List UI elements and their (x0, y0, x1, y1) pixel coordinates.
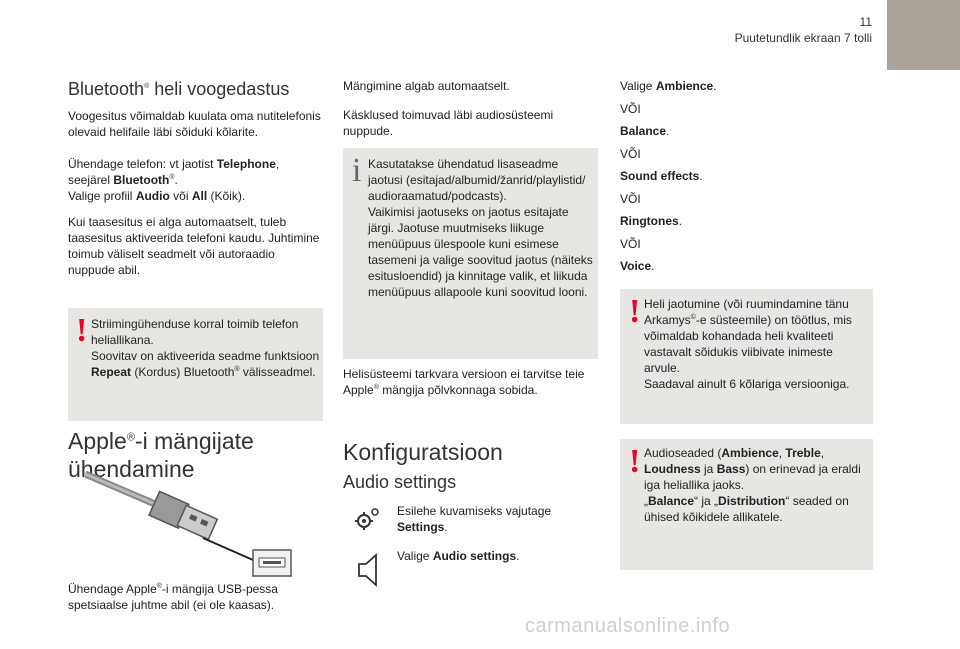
section-title-bluetooth: Bluetooth® heli voogedastus (68, 79, 290, 99)
subsection-title-audio: Audio settings (343, 472, 457, 492)
warning-box (620, 439, 873, 570)
paragraph: Voogesitus võimaldab kuulata oma nutitelefonis olevaid helifaile läbi sõiduki kõlarite. (68, 109, 321, 139)
step-audio-settings: Valige Audio settings. (397, 549, 520, 563)
or-text: VÕI (620, 237, 641, 251)
or-text: VÕI (620, 192, 641, 206)
section-title-config: Konfiguratsioon (343, 439, 503, 465)
paragraph: Kui taasesitus ei alga automaatselt, tuleb taasesitus aktiveerida telefoni kaudu. Juhtimine toimub väliselt seadmelt või autoraadio nuppude abil. (68, 215, 320, 277)
step-settings: Esilehe kuvamiseks vajutage Settings. (397, 504, 552, 534)
watermark: carmanualsonline.info (525, 615, 731, 637)
or-text: VÕI (620, 147, 641, 161)
section-title-apple: Apple®-i mängijate ühendamine (68, 428, 254, 482)
speaker-icon (357, 553, 381, 587)
option-voice: Voice. (620, 259, 655, 273)
info-icon: i (352, 152, 362, 189)
warning-box (68, 308, 323, 421)
paragraph: Ühendage telefon: vt jaotist Telephone, seejärel Bluetooth®. Valige profiil Audio või All (Kõik). (68, 157, 280, 203)
warning-icon: ! (629, 443, 641, 480)
page-tab (887, 0, 960, 70)
or-text: VÕI (620, 102, 641, 116)
page-header: Puutetundlik ekraan 7 tolli (734, 31, 872, 45)
option-sound-effects: Sound effects. (620, 169, 703, 183)
paragraph: Käsklused toimuvad läbi audiosüsteemi nuppude. (343, 108, 554, 138)
option-ambience: Valige Ambience. (620, 79, 717, 93)
page-number: 11 (859, 15, 872, 29)
warning-text: Audioseaded (Ambience, Treble, Loudness ja Bass) on erinevad ja eraldi iga heliallika jaoks. „Balance“ ja „Distribution“ seaded on ühised kõikidele allikatele. (644, 446, 861, 524)
option-ringtones: Ringtones. (620, 214, 683, 228)
warning-icon: ! (76, 312, 88, 349)
paragraph: Mängimine algab automaatselt. (343, 79, 510, 93)
warning-text: Striimingühenduse korral toimib telefon heliallikana. Soovitav on aktiveerida seadme funktsioon Repeat (Kordus) Bluetooth® välisseadmel. (91, 317, 320, 379)
option-balance: Balance. (620, 124, 670, 138)
paragraph: Helisüsteemi tarkvara versioon ei tarvitse teie Apple® mängija põlvkonnaga sobida. (343, 367, 585, 397)
paragraph: Ühendage Apple®-i mängija USB-pessa spetsiaalse juhtme abil (ei ole kaasas). (68, 582, 278, 612)
info-box (343, 148, 598, 359)
usb-cable-illustration (85, 468, 300, 580)
warning-box (620, 289, 873, 424)
settings-gear-icon (352, 505, 382, 535)
warning-icon: ! (629, 293, 641, 330)
warning-text: Heli jaotumine (või ruumindamine tänu Arkamys©-e süsteemile) on töötlus, mis võimaldab kohandada heli kvaliteeti vastavalt sõidukis viibivate inimeste arvule. Saadaval ainult 6 kõlariga versiooniga. (644, 297, 852, 391)
info-text: Kasutatakse ühendatud lisaseadme jaotusi (esitajad/albumid/žanrid/playlistid/ audioraamatud/podcasts). Vaikimisi jaotuseks on jaotus esitajate järgi. Jaotuse muutmiseks liikuge menüüpuus ülespoole kuni esimese tasemeni ja valige soovitud jaotus (näiteks esitusloendid) ja kinnitage valik, et liikuda menüüpuus allapoole kuni soovitud looni. (368, 157, 593, 299)
